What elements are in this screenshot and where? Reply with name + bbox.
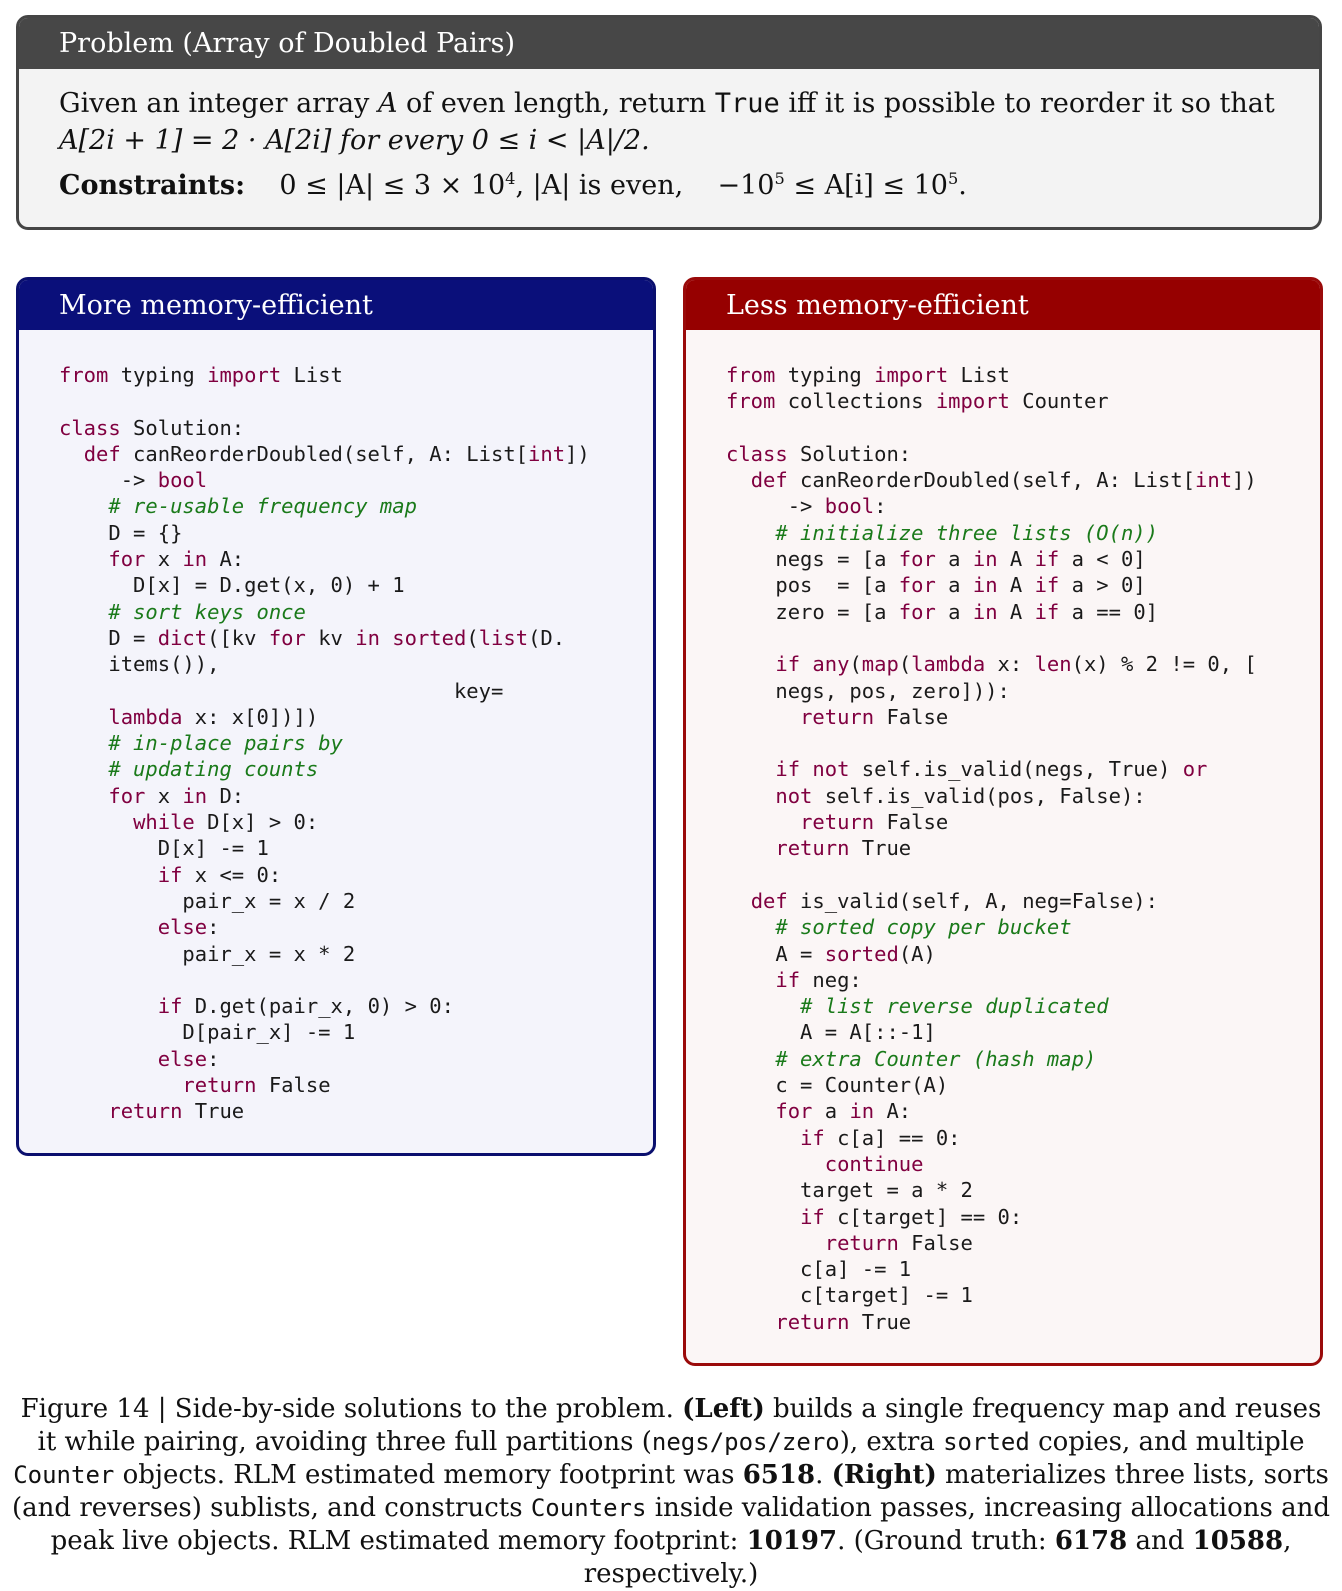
code-keyword: return — [800, 704, 875, 729]
code-text: (D. — [528, 625, 566, 650]
caption-value: 6518 — [742, 1460, 816, 1490]
code-text — [59, 1047, 158, 1071]
code-keyword: in — [972, 573, 998, 598]
code-text — [380, 626, 392, 650]
code-line — [726, 1099, 911, 1123]
caption-code: negs/pos/zero — [651, 1428, 840, 1456]
code-text — [800, 757, 812, 781]
code-text: x <= 0: — [182, 862, 282, 887]
caption-text: . — [815, 1460, 832, 1490]
code-line — [726, 784, 1146, 808]
caption-code: Counters — [530, 1494, 647, 1522]
code-text: A = — [726, 941, 825, 966]
caption-text: , respectively.) — [583, 1526, 1292, 1589]
code-text — [726, 521, 775, 545]
caption-text: copies, and multiple — [1029, 1427, 1305, 1457]
code-keyword: in — [355, 625, 380, 650]
code-text — [726, 1205, 800, 1229]
code-text: canReorderDoubled(self, A: List[ — [787, 468, 1196, 493]
code-text: D = — [59, 625, 158, 650]
caption-text: ), extra — [839, 1427, 944, 1457]
code-line — [726, 757, 1207, 781]
code-text: : — [207, 915, 220, 940]
code-text — [59, 547, 108, 571]
figure-caption — [8, 1393, 1334, 1591]
code-keyword: import — [874, 363, 949, 387]
code-keyword: dict — [157, 625, 208, 650]
code-line — [726, 1178, 973, 1202]
code-text — [59, 915, 158, 939]
problem-body — [19, 69, 1319, 204]
code-line — [59, 784, 244, 808]
code-line — [726, 652, 1257, 676]
code-text — [726, 810, 800, 834]
code-text: A — [997, 547, 1035, 572]
constraints-exp: 5 — [947, 169, 959, 188]
code-keyword: for — [108, 783, 146, 808]
code-keyword: not — [812, 757, 850, 782]
code-text — [59, 494, 108, 518]
code-keyword: for — [268, 625, 306, 650]
constraints-label: Constraints: — [59, 170, 246, 201]
code-text: c[target] == 0: — [824, 1204, 1023, 1229]
statement-formula: A[2i + 1] = 2 · A[2i] for every 0 ≤ i < |A|/2. — [59, 125, 650, 156]
code-keyword: for — [775, 1099, 813, 1124]
code-text: x: x[0])]) — [182, 704, 319, 729]
code-line — [726, 705, 948, 729]
code-line — [59, 810, 318, 834]
code-text — [726, 757, 775, 781]
code-keyword: if — [775, 652, 801, 677]
code-text: A — [997, 599, 1035, 624]
code-line — [726, 810, 948, 834]
code-text: List — [948, 363, 1010, 387]
statement-text: of even length, return — [406, 88, 707, 119]
left-code-panel — [16, 277, 656, 1156]
code-text: True — [849, 1309, 912, 1334]
left-panel-title: More memory-efficient — [19, 280, 653, 330]
code-line — [59, 652, 219, 676]
code-text: typing — [108, 363, 208, 387]
code-text: items()), — [59, 652, 220, 677]
code-line — [726, 1310, 911, 1334]
code-text: D = {} — [59, 520, 183, 545]
constraints-text: 0 ≤ |A| ≤ 3 × 10 — [279, 170, 506, 201]
code-keyword: return — [108, 1099, 183, 1124]
code-keyword: if — [775, 967, 801, 992]
code-text: : — [207, 1046, 220, 1071]
code-comment: # updating counts — [108, 757, 319, 782]
code-keyword: if — [1034, 547, 1060, 572]
code-line — [726, 389, 1109, 413]
code-comment: # sorted copy per bucket — [775, 915, 1072, 940]
code-text: A — [997, 573, 1035, 598]
code-keyword: in — [182, 547, 208, 572]
code-text — [59, 757, 108, 781]
code-line — [59, 889, 355, 913]
code-text: False — [874, 704, 949, 729]
code-keyword: if — [800, 1125, 825, 1150]
code-text: D.get(pair_x, 0) > 0: — [182, 994, 454, 1019]
code-line — [726, 600, 1158, 624]
caption-code: sorted — [943, 1428, 1030, 1456]
code-keyword: for — [108, 547, 146, 572]
code-line — [726, 1073, 948, 1097]
problem-title: Problem (Array of Doubled Pairs) — [19, 18, 1319, 69]
code-text — [59, 1099, 108, 1123]
code-text: A: — [874, 1099, 912, 1124]
code-line — [59, 863, 281, 887]
caption-fig: Figure 14 | — [20, 1394, 167, 1424]
code-keyword: if — [157, 994, 183, 1019]
code-text: True — [849, 836, 912, 861]
code-line — [726, 1283, 973, 1307]
problem-box — [16, 15, 1322, 230]
code-text: c[target] -= 1 — [726, 1283, 973, 1308]
code-text — [726, 1152, 825, 1176]
code-text: c = Counter(A) — [726, 1073, 949, 1098]
code-text — [726, 1126, 800, 1150]
right-panel-title: Less memory-efficient — [686, 280, 1320, 330]
code-line — [726, 836, 911, 860]
code-keyword: class — [726, 441, 788, 466]
code-keyword: int — [1195, 468, 1233, 493]
code-text — [726, 915, 775, 939]
code-text: negs, pos, zero])): — [726, 678, 1010, 703]
code-line — [59, 1073, 331, 1097]
code-comment: # extra Counter (hash map) — [775, 1046, 1097, 1071]
code-text: a — [935, 599, 973, 624]
code-text: x: — [985, 652, 1035, 677]
code-text — [726, 652, 775, 676]
constraints-text: . — [958, 170, 967, 201]
code-line — [59, 1020, 355, 1044]
code-keyword: list — [478, 625, 529, 650]
code-text: Solution: — [120, 415, 245, 440]
code-line — [59, 442, 590, 466]
code-keyword: len — [1034, 652, 1072, 677]
constraints-exp: 4 — [505, 169, 516, 188]
caption-text: Side-by-side solutions to the problem. — [166, 1394, 683, 1424]
code-line — [59, 521, 182, 545]
code-keyword: in — [182, 783, 208, 808]
code-line — [726, 915, 1072, 939]
caption-value: 10588 — [1192, 1526, 1284, 1556]
code-keyword: return — [800, 810, 875, 835]
code-text: D[pair_x] -= 1 — [59, 1020, 356, 1045]
code-keyword: from — [59, 363, 109, 387]
code-text: a — [812, 1099, 850, 1124]
problem-statement — [59, 85, 1279, 122]
code-text: D[x] = D.get(x, 0) + 1 — [59, 573, 405, 598]
caption-text: and — [1127, 1526, 1193, 1556]
code-line — [726, 942, 936, 966]
code-text — [59, 784, 108, 808]
code-text — [726, 1231, 825, 1255]
code-text: self.is_valid(pos, False): — [812, 783, 1146, 808]
code-text — [59, 442, 84, 466]
right-code-panel — [683, 277, 1323, 1366]
code-line — [726, 521, 1158, 545]
code-text: a > 0] — [1059, 573, 1146, 598]
code-text — [59, 810, 133, 834]
code-line — [59, 626, 565, 650]
caption-right-label: (Right) — [831, 1460, 937, 1490]
code-keyword: if — [800, 1204, 825, 1229]
code-keyword: import — [207, 363, 282, 387]
code-keyword: else — [157, 1046, 208, 1071]
code-keyword: not — [775, 783, 813, 808]
code-text — [726, 889, 751, 913]
code-keyword: if — [775, 757, 801, 782]
code-text: pair_x = x * 2 — [59, 941, 356, 966]
code-line — [59, 942, 355, 966]
code-keyword: sorted — [824, 941, 899, 966]
code-line — [59, 547, 244, 571]
code-line — [59, 679, 503, 703]
code-keyword: lambda — [108, 704, 183, 729]
caption-left-label: (Left) — [682, 1394, 765, 1424]
code-text: kv — [305, 625, 356, 650]
code-text: -> — [59, 468, 158, 493]
right-code-block — [726, 362, 1257, 1335]
code-text: False — [898, 1230, 973, 1255]
code-text: target = a * 2 — [726, 1178, 973, 1203]
code-line — [59, 994, 454, 1018]
code-text: (A) — [898, 941, 936, 966]
code-comment: # sort keys once — [108, 599, 306, 624]
code-keyword: return — [824, 1230, 899, 1255]
code-line — [726, 363, 1010, 387]
code-text: ( — [466, 625, 479, 650]
statement-var: A — [377, 88, 398, 119]
code-text: key= — [59, 678, 504, 703]
code-line — [59, 1047, 219, 1071]
code-keyword: else — [157, 915, 208, 940]
code-text — [800, 652, 812, 676]
code-keyword: in — [972, 547, 998, 572]
code-keyword: for — [898, 599, 936, 624]
code-line — [726, 1231, 973, 1255]
code-line — [59, 363, 343, 387]
code-text: -> — [726, 494, 825, 519]
code-text: a — [935, 573, 973, 598]
code-comment: # re-usable frequency map — [108, 494, 417, 519]
code-line — [726, 889, 1158, 913]
code-text: Solution: — [787, 441, 912, 466]
code-line — [59, 731, 343, 755]
code-line — [59, 915, 219, 939]
code-keyword: sorted — [392, 625, 467, 650]
constraints-text: , |A| is even, −10 — [515, 170, 775, 201]
code-text — [59, 705, 108, 729]
code-text — [59, 600, 108, 624]
code-keyword: if — [1034, 599, 1060, 624]
code-text: a == 0] — [1059, 599, 1159, 624]
code-line — [726, 547, 1146, 571]
code-keyword: from — [726, 363, 776, 387]
code-text: ( — [898, 652, 912, 677]
code-text: c[a] == 0: — [824, 1125, 961, 1150]
code-comment: # initialize three lists (O(n)) — [775, 520, 1158, 545]
code-line — [59, 705, 318, 729]
code-text: List — [281, 363, 343, 387]
code-line — [726, 573, 1146, 597]
caption-text: materializes three lists, sorts (and reverses) sublists, and constructs — [12, 1460, 1329, 1523]
code-text — [726, 784, 775, 808]
caption-value: 10197 — [746, 1526, 838, 1556]
code-text: negs = [a — [726, 547, 899, 572]
code-line — [726, 442, 911, 466]
code-text: pos = [a — [726, 573, 899, 598]
code-keyword: any — [812, 652, 850, 677]
code-text: D[x] -= 1 — [59, 836, 269, 861]
caption-value: 6178 — [1054, 1526, 1128, 1556]
code-text — [726, 468, 751, 492]
caption-text: . (Ground truth: — [837, 1526, 1055, 1556]
code-text: ]) — [1232, 468, 1257, 493]
constraints — [59, 167, 1279, 204]
code-text: collections — [775, 389, 936, 414]
code-text: False — [874, 810, 949, 835]
code-keyword: def — [750, 468, 788, 493]
code-keyword: while — [133, 810, 195, 835]
code-keyword: def — [83, 441, 121, 466]
code-line — [726, 1152, 924, 1176]
code-keyword: for — [898, 547, 936, 572]
code-text: c[a] -= 1 — [726, 1257, 912, 1282]
code-keyword: or — [1182, 757, 1208, 782]
code-line — [59, 1099, 244, 1123]
code-keyword: return — [775, 1309, 850, 1334]
code-keyword: class — [59, 415, 121, 440]
statement-true: True — [714, 88, 780, 119]
caption-code: Counter — [13, 1461, 115, 1489]
code-text: typing — [775, 363, 875, 387]
constraints-exp: 5 — [774, 169, 785, 188]
code-comment: # list reverse duplicated — [800, 994, 1109, 1019]
code-keyword: return — [775, 836, 850, 861]
left-code-block — [59, 362, 590, 1125]
code-keyword: bool — [824, 494, 875, 519]
code-line — [726, 968, 862, 992]
code-keyword: map — [861, 652, 899, 677]
code-keyword: if — [157, 862, 183, 887]
code-line — [59, 836, 269, 860]
code-text: a — [935, 547, 973, 572]
code-keyword: for — [898, 573, 936, 598]
code-line — [59, 757, 318, 781]
code-keyword: continue — [824, 1151, 924, 1176]
code-text: is_valid(self, A, neg=False): — [787, 888, 1158, 913]
statement-text: Given an integer array — [59, 88, 370, 119]
code-text: ([kv — [207, 625, 269, 650]
code-text: a < 0] — [1059, 547, 1146, 572]
code-text: A: — [207, 547, 245, 572]
code-line — [59, 494, 417, 518]
code-line — [726, 1020, 936, 1044]
code-keyword: import — [935, 389, 1010, 414]
code-text — [726, 705, 800, 729]
code-line — [59, 416, 244, 440]
code-text: (x) % 2 != 0, [ — [1071, 652, 1257, 677]
code-line — [59, 468, 207, 492]
code-text: Counter — [1009, 389, 1109, 414]
code-text — [59, 731, 108, 755]
code-line — [726, 1205, 1022, 1229]
code-keyword: bool — [157, 468, 208, 493]
code-text: x — [145, 547, 183, 572]
code-keyword: in — [972, 599, 998, 624]
code-text — [59, 1073, 182, 1097]
code-text: self.is_valid(negs, True) — [849, 757, 1183, 782]
code-text — [726, 1047, 775, 1071]
code-text: True — [182, 1099, 245, 1124]
code-keyword: from — [726, 389, 776, 414]
code-line — [726, 679, 1010, 703]
statement-text: iff it is possible to reorder it so that — [788, 88, 1275, 119]
constraints-text: ≤ A[i] ≤ 10 — [784, 170, 948, 201]
code-text: A = A[::-1] — [726, 1020, 936, 1045]
code-text — [726, 1099, 775, 1123]
code-line — [726, 468, 1257, 492]
code-keyword: int — [528, 441, 566, 466]
code-text — [726, 994, 800, 1018]
code-text: ]) — [565, 441, 590, 466]
code-line — [726, 1126, 961, 1150]
code-line — [726, 1257, 911, 1281]
code-comment: # in-place pairs by — [108, 731, 343, 756]
code-text: ( — [849, 652, 862, 677]
code-text: D[x] > 0: — [194, 810, 319, 835]
code-line — [726, 494, 886, 518]
code-keyword: return — [182, 1073, 257, 1098]
code-text: x — [145, 783, 183, 808]
code-text — [59, 994, 158, 1018]
code-text — [726, 968, 775, 992]
code-keyword: lambda — [911, 652, 986, 677]
code-text: False — [256, 1073, 331, 1098]
code-text: zero = [a — [726, 599, 899, 624]
code-text: neg: — [800, 967, 862, 992]
caption-text: objects. RLM estimated memory footprint was — [114, 1460, 743, 1490]
code-keyword: if — [1034, 573, 1060, 598]
code-text: pair_x = x / 2 — [59, 888, 356, 913]
code-text: : — [874, 494, 887, 519]
code-line — [726, 994, 1109, 1018]
code-text: D: — [207, 783, 245, 808]
code-line — [59, 573, 405, 597]
code-text — [726, 1310, 775, 1334]
code-text — [59, 863, 158, 887]
code-text — [726, 836, 775, 860]
code-line — [59, 600, 306, 624]
caption-text: inside validation passes, increasing allocations and peak live objects. RLM estimated memory footprint: — [50, 1493, 1330, 1556]
code-keyword: def — [750, 888, 788, 913]
code-keyword: in — [849, 1099, 875, 1124]
code-text: canReorderDoubled(self, A: List[ — [120, 441, 529, 466]
code-line — [726, 1047, 1096, 1071]
caption-text: builds a single frequency map and reuses it while pairing, avoiding three full partitions ( — [37, 1394, 1322, 1457]
